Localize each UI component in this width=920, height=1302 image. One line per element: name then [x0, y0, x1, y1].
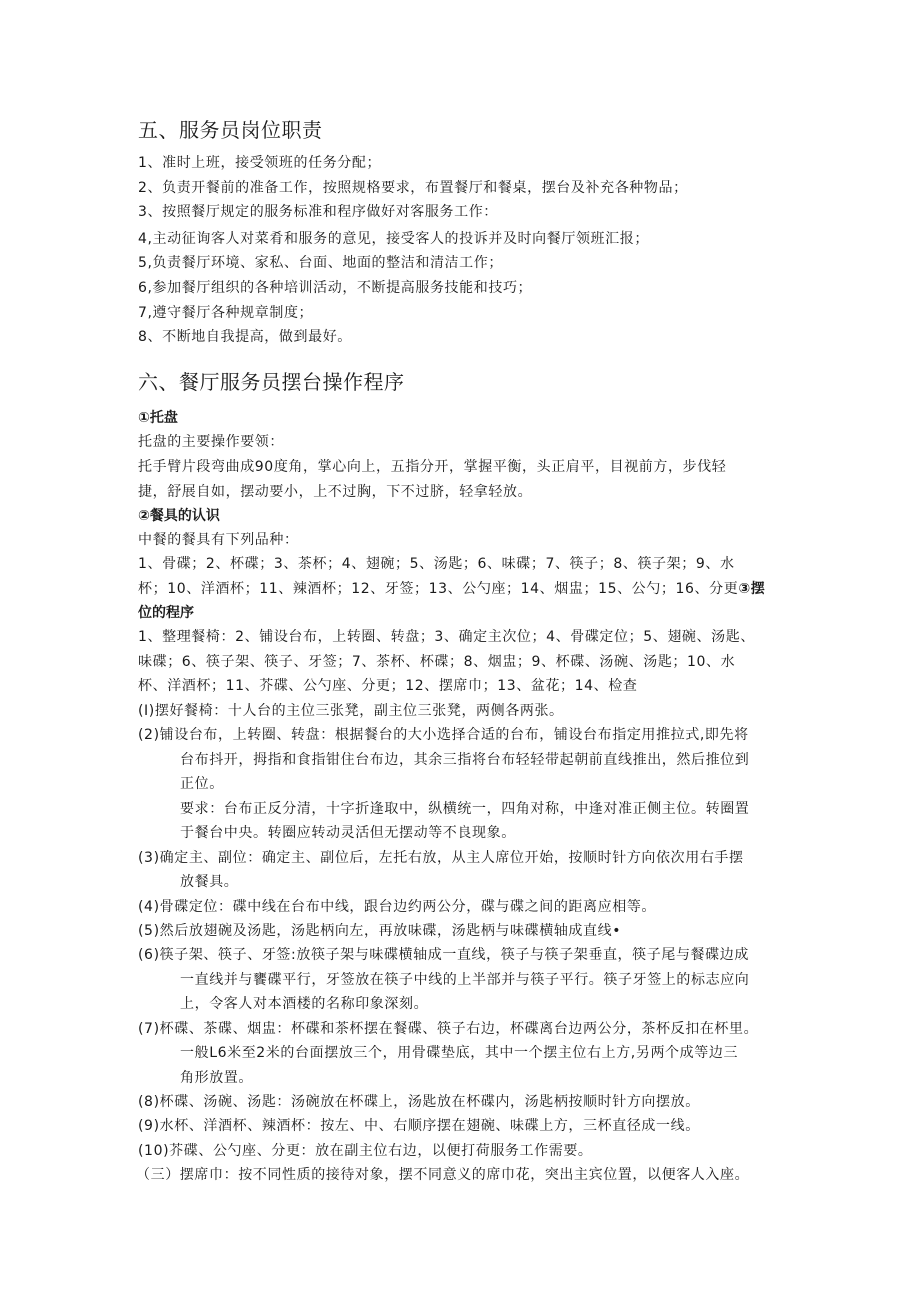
procedure-list-line: 1、整理餐椅：2、铺设台布，上转圈、转盘；3、确定主次位；4、骨碟定位；5、翅碗、汤匙、: [138, 629, 755, 645]
tableware-heading: ②餐具的认识: [138, 508, 220, 524]
procedure-step: (8)杯碟、汤碗、汤匙：汤碗放在杯碟上，汤匙放在杯碟内，汤匙柄按顺时针方向摆放。: [138, 1094, 700, 1110]
procedure-step: (9)水杯、洋酒杯、辣酒杯：按左、中、右顺序摆在翅碗、味碟上方，三杯直径成一线。: [138, 1118, 700, 1134]
procedure-step-cont: 要求：台布正反分清，十字折逢取中，纵横统一，四角对称，中逢对准正侧主位。转圈置: [180, 801, 750, 817]
procedure-step-cont: 上，令客人对本酒楼的名称印象深刻。: [180, 996, 429, 1012]
procedure-step-cont: 一般L6米至2米的台面摆放三个，用骨碟垫底，其中一个摆主位右上方,另两个成等边三: [180, 1045, 739, 1061]
tableware-list-text: 杯；10、洋酒杯；11、辣酒杯；12、牙签；13、公勺座；14、烟盅；15、公勺；16、分更: [138, 581, 739, 597]
procedure-list-line: 味碟；6、筷子架、筷子、牙签；7、茶杯、杯碟；8、烟盅；9、杯碟、汤碗、汤匙；10、水: [138, 654, 736, 670]
tray-intro: 托盘的主要操作要领：: [138, 434, 284, 450]
tray-body-line: 托手臂片段弯曲成90度角，掌心向上，五指分开，掌握平衡，头正肩平，目视前方，步伐轻: [138, 459, 727, 475]
procedure-step: (2)铺设台布，上转圈、转盘：根据餐台的大小选择合适的台布，铺设台布指定用推拉式,即先将: [138, 727, 749, 743]
duty-item: 6,参加餐厅组织的各种培训活动，不断提高服务技能和技巧；: [138, 280, 533, 296]
duty-item: 5,负责餐厅环境、家私、台面、地面的整洁和清洁工作；: [138, 255, 503, 271]
duty-item: 2、负责开餐前的准备工作，按照规格要求，布置餐厅和餐桌，摆台及补充各种物品；: [138, 180, 688, 196]
procedure-step: （三）摆席巾：按不同性质的接待对象，摆不同意义的席巾花，突出主宾位置，以便客人入座。: [136, 1167, 750, 1183]
setup-procedure-heading-part2: 位的程序: [138, 605, 194, 621]
tray-heading: ①托盘: [138, 410, 178, 426]
procedure-step: (4)骨碟定位：碟中线在台布中线，跟台边约两公分，碟与碟之间的距离应相等。: [138, 899, 657, 915]
procedure-step-cont: 于餐台中央。转圈应转动灵活但无摆动等不良现象。: [180, 825, 516, 841]
procedure-step-cont: 正位。: [180, 776, 224, 792]
setup-procedure-heading-part1: ③摆: [738, 581, 766, 597]
section-5-title: 五、服务员岗位职责: [138, 118, 323, 142]
tableware-intro: 中餐的餐具有下列品种：: [138, 532, 299, 548]
tray-body-line: 捷，舒展自如，摆动要小，上不过胸，下不过脐，轻拿轻放。: [138, 484, 533, 500]
procedure-step: (5)然后放翅碗及汤匙，汤匙柄向左，再放味碟，汤匙柄与味碟横轴成直线•: [138, 923, 622, 939]
procedure-list-line: 杯、洋酒杯；11、芥碟、公勺座、分更；12、摆席巾；13、盆花；14、检查: [138, 678, 638, 694]
tableware-list-line: 1、骨碟；2、杯碟；3、茶杯；4、翅碗；5、汤匙；6、味碟；7、筷子；8、筷子架；9、水: [138, 556, 735, 572]
duty-item: 4,主动征询客人对菜肴和服务的意见，接受客人的投诉并及时向餐厅领班汇报；: [138, 231, 649, 247]
procedure-step-cont: 角形放置。: [180, 1070, 253, 1086]
tableware-list-line: [138, 579, 765, 599]
procedure-step-cont: 台布抖开，拇指和食指钳住台布边，其余三指将台布轻轻带起朝前直线推出，然后推位到: [180, 752, 750, 768]
section-6-title: 六、餐厅服务员摆台操作程序: [138, 370, 405, 394]
procedure-step: (3)确定主、副位：确定主、副位后，左托右放，从主人席位开始，按顺时针方向依次用右手摆: [138, 850, 744, 866]
procedure-step-cont: 一直线并与饔碟平行，牙签放在筷子中线的上半部并与筷子平行。筷子牙签上的标志应向: [180, 972, 750, 988]
duty-item: 1、准时上班，接受领班的任务分配；: [138, 155, 382, 171]
procedure-step-cont: 放餐具。: [180, 874, 239, 890]
duty-item: 8、不断地自我提高，做到最好。: [138, 329, 352, 345]
duty-item: 7,遵守餐厅各种规章制度；: [138, 305, 314, 321]
procedure-step: (I)摆好餐椅：十人台的主位三张凳，副主位三张凳，两侧各两张。: [138, 703, 564, 719]
procedure-step: (7)杯碟、茶碟、烟盅：杯碟和茶杯摆在餐碟、筷子右边，杯碟离台边两公分，茶杯反扣在杯里。: [138, 1021, 759, 1037]
procedure-step: (6)筷子架、筷子、牙签:放筷子架与味碟横轴成一直线，筷子与筷子架垂直，筷子尾与餐碟边成: [138, 947, 749, 963]
procedure-step: (10)芥碟、公勺座、分更：放在副主位右边，以便打荷服务工作需要。: [138, 1143, 593, 1159]
duty-item: 3、按照餐厅规定的服务标准和程序做好对客服务工作：: [138, 204, 498, 220]
